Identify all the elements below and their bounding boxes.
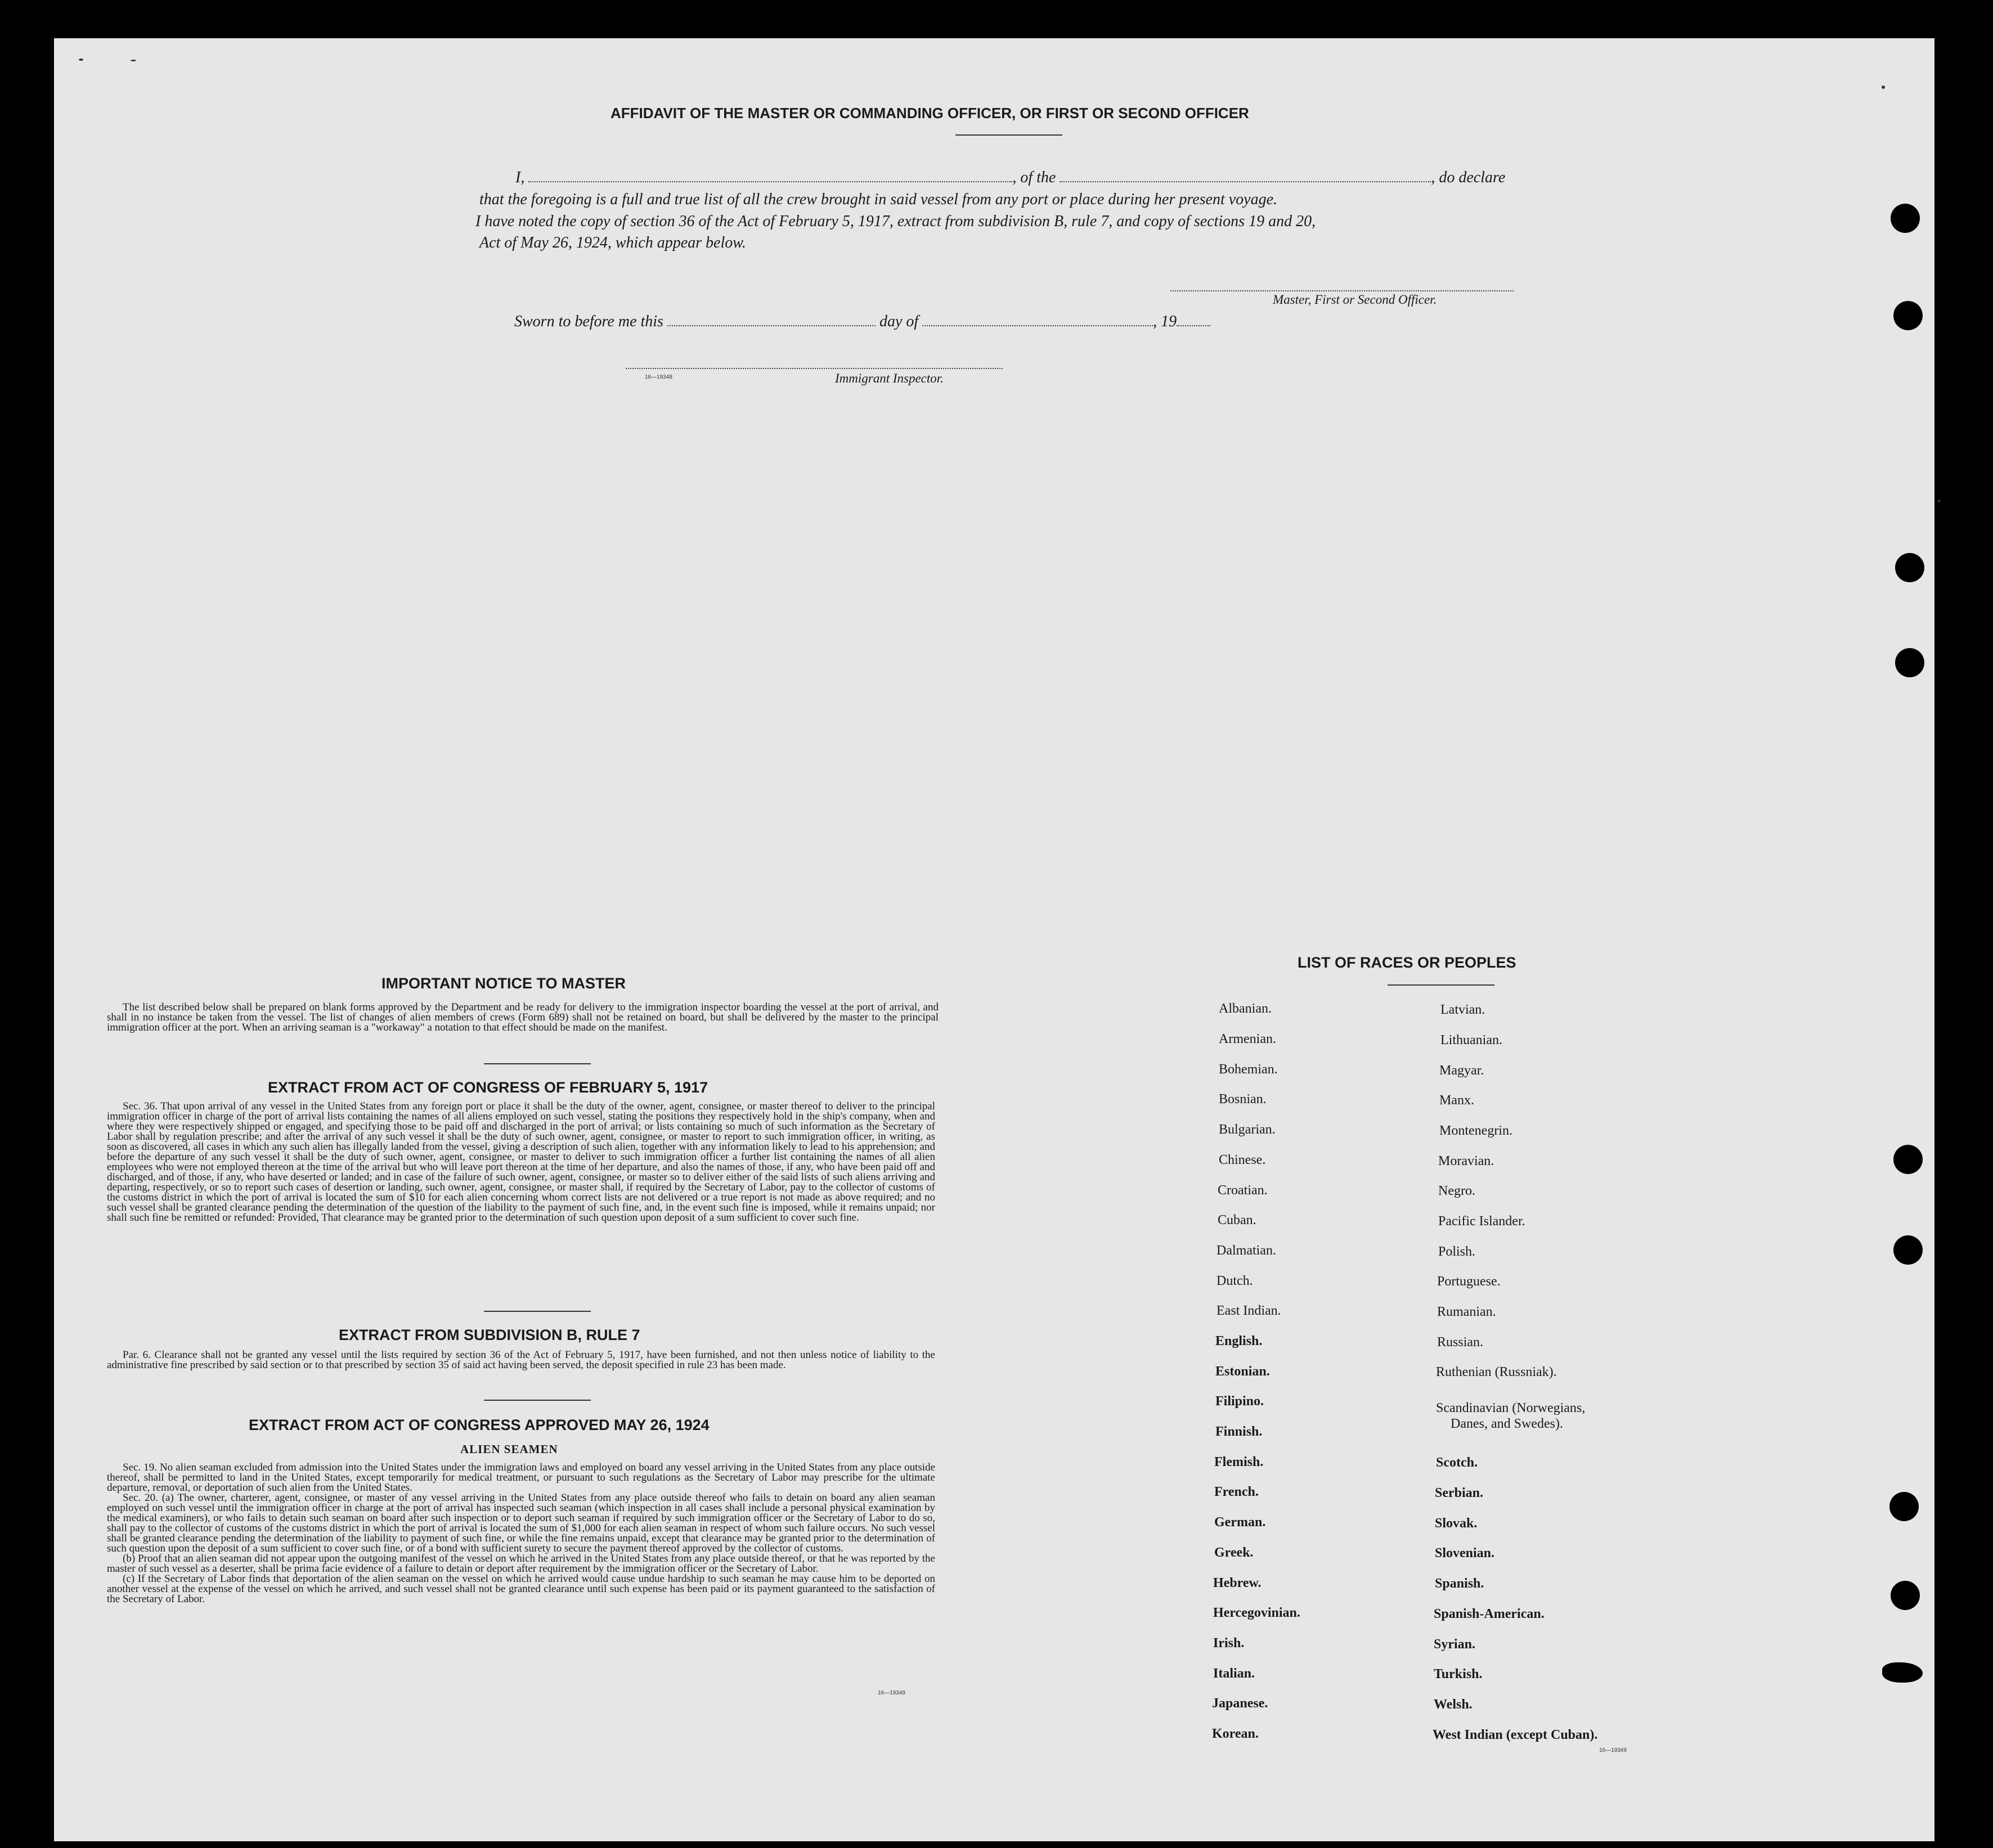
divider xyxy=(484,1063,591,1064)
race-entry: Danes, and Swedes). xyxy=(1451,1417,1563,1431)
race-entry: Bosnian. xyxy=(1219,1092,1267,1107)
declaration-declare: , do declare xyxy=(1431,169,1506,186)
notice-text xyxy=(107,1002,939,1033)
rule-7-text xyxy=(107,1350,935,1370)
extract-1924-title: EXTRACT FROM ACT OF CONGRESS APPROVED MAY 26, 1924 xyxy=(249,1417,710,1433)
extract-1924-text xyxy=(107,1463,935,1604)
master-label: Master, First or Second Officer. xyxy=(1273,293,1437,307)
race-entry: Japanese. xyxy=(1212,1696,1268,1711)
divider xyxy=(955,134,1062,136)
race-entry: Negro. xyxy=(1438,1184,1475,1198)
race-entry: Welsh. xyxy=(1434,1697,1473,1712)
punch-hole xyxy=(1893,1145,1923,1174)
race-entry: Italian. xyxy=(1213,1666,1255,1681)
race-entry: French. xyxy=(1214,1485,1259,1499)
race-entry: Korean. xyxy=(1212,1726,1259,1741)
race-entry: Syrian. xyxy=(1434,1637,1476,1652)
declaration-of-the: , of the xyxy=(1012,169,1056,186)
race-entry: Bohemian. xyxy=(1219,1062,1278,1077)
section-20b: (b) Proof that an alien seaman did not appear upon the outgoing manifest of the vessel on which he arrived in the United States from any place outside thereof, or that he was reported by the master of such vessel as a deserter, shall be prima facie evidence of a failure to detain or deport after requirement by the immigration officer or the Secretary of Labor. xyxy=(107,1553,935,1575)
race-entry: Scandinavian (Norwegians, xyxy=(1436,1401,1586,1415)
sworn-line xyxy=(514,313,1210,331)
section-20a: Sec. 20. (a) The owner, charterer, agent, consignee, or master of any vessel arriving in the United States from any place outside thereof who fails to detain on board any alien seaman employed on such vessel until the immigration officer in charge at the port of arrival has inspected such seaman (which inspection in all cases shall include a personal physical examination by the medical examiners), or who fails to detain such seaman on board after such inspection or to deport such seaman if required by such immigration officer or the Secretary of Labor to do so, shall pay to the collector of customs of the customs district in which the port of arrival is located the sum of $1,000 for each alien seaman in respect of whom such failure occurs. No such vessel shall be granted clearance pending the determination of the liability to payment of such fine, or while the fine remains unpaid, except that clearance may be granted prior to the determination of such question upon the deposit of a sum sufficient to cover such fine, or of a bond with sufficient surety to secure the payment thereof approved by the collector of customs. xyxy=(107,1492,935,1554)
vessel-blank[interactable] xyxy=(1060,181,1431,182)
alien-seamen-subtitle: ALIEN SEAMEN xyxy=(460,1442,558,1456)
race-entry: Dutch. xyxy=(1217,1274,1253,1288)
speck xyxy=(1882,86,1885,89)
day-blank[interactable] xyxy=(667,325,876,326)
year-blank[interactable] xyxy=(1177,325,1210,326)
race-entry: Hebrew. xyxy=(1213,1576,1262,1590)
section-20c: (c) If the Secretary of Labor finds that deportation of the alien seaman on the vessel on which he arrived would cause undue hardship to such seaman he may cause him to be deported on another vessel at the expense of the vessel on which he arrived, and such vessel shall not be granted clearance until such expense has been paid or its payment guaranteed to the satisfaction of the Secretary of Labor. xyxy=(107,1573,935,1605)
race-entry: Latvian. xyxy=(1440,1002,1485,1017)
race-entry: Albanian. xyxy=(1219,1001,1272,1016)
race-entry: Hercegovinian. xyxy=(1213,1606,1300,1620)
section-36: Sec. 36. That upon arrival of any vessel in the United States from any foreign port or place it shall be the duty of the owner, agent, consignee, or master thereof to deliver to the principal immigration officer in charge of the port of arrival lists containing the names of all aliens employed on such vessel, stating the positions they respectively hold in the ship's company, when and where they were respectively shipped or engaged, and specifying those to be paid off and discharged in the port of arrival; or lists containing so much of such information as the Secretary of Labor shall by regulation prescribe; and after the arrival of any such vessel it shall be the duty of such owner, agent, consignee, or master to report to such immigration officer, in writing, as soon as discovered, all cases in which any such alien has illegally landed from the vessel, giving a description of such alien, together with any information likely to lead to his apprehension; and before the departure of any such vessel it shall be the duty of such owner, agent, consignee, or master to deliver to such immigration officer a further list containing the names of all alien employees who were not employed thereon at the time of the arrival but who will leave port thereon at the time of her departure, and also the names of those, if any, who have been paid off and discharged, and of those, if any, who have deserted or landed; and in case of the failure of such owner, agent, consignee, or master so to deliver either of the said lists of such aliens arriving and departing, respectively, or so to report such cases of desertion or landing, such owner, agent, consignee, or master shall, if required by the Secretary of Labor, pay to the collector of customs of the customs district in which the port of arrival is located the sum of $10 for each alien concerning whom correct lists are not delivered or a true report is not made as above required; and no such vessel shall be granted clearance pending the determination of the question of the liability to the payment of such fine, and, in the event such fine is imposed, while it remains unpaid; nor shall such fine be remitted or refunded: Provided, That clearance may be granted prior to the determination of such question upon deposit of a sum sufficient to cover such fine. xyxy=(107,1100,935,1224)
race-entry: Cuban. xyxy=(1218,1213,1256,1227)
month-blank[interactable] xyxy=(922,325,1153,326)
sworn-text: Sworn to before me this xyxy=(514,313,663,330)
section-19: Sec. 19. No alien seaman excluded from admission into the United States under the immigration laws and employed on board any vessel arriving in the United States from any place outside thereof, shall be permitted to land in the United States, except temporarily for medical treatment, or pursuant to such regulations as the Secretary of Labor may prescribe for the ultimate departure, removal, or deportation of such alien from the United States. xyxy=(107,1462,935,1494)
notice-paragraph: The list described below shall be prepared on blank forms approved by the Department and be ready for delivery to the immigration inspector boarding the vessel at the port of arrival, and shall in no instance be taken from the vessel. The list of changes of alien members of crews (Form 689) shall not be retained on board, but shall be delivered by the master to the principal immigration officer at the port. When an arriving seaman is a "workaway" a notation to that effect should be made on the manifest. xyxy=(107,1001,939,1033)
race-entry: English. xyxy=(1215,1334,1263,1348)
race-entry: West Indian (except Cuban). xyxy=(1433,1728,1598,1742)
rule-7-paragraph: Par. 6. Clearance shall not be granted any vessel until the lists required by section 36 of the Act of February 5, 1917, have been furnished, and not then unless notice of liability to the administrative fine prescribed by said section or to that prescribed by section 35 of said act having been served, the deposit specified in rule 23 has been made. xyxy=(107,1349,935,1371)
race-entry: Chinese. xyxy=(1219,1153,1266,1167)
race-entry: Slovenian. xyxy=(1435,1546,1495,1561)
declaration-i: I, xyxy=(515,169,525,186)
race-entry: Spanish. xyxy=(1435,1576,1484,1591)
torn-hole xyxy=(1882,1662,1923,1683)
form-number: 16—19349 xyxy=(878,1690,905,1696)
race-entry: Bulgarian. xyxy=(1219,1122,1276,1137)
divider xyxy=(484,1311,591,1312)
day-of-text: day of xyxy=(879,313,919,330)
affidavit-title: AFFIDAVIT OF THE MASTER OR COMMANDING OFFICER, OR FIRST OR SECOND OFFICER xyxy=(611,105,1249,122)
races-title: LIST OF RACES OR PEOPLES xyxy=(1298,954,1516,971)
race-entry: Rumanian. xyxy=(1437,1305,1496,1319)
speck xyxy=(79,59,83,61)
race-entry: Portuguese. xyxy=(1437,1274,1501,1289)
race-entry: Greek. xyxy=(1214,1545,1254,1560)
race-entry: Irish. xyxy=(1213,1636,1245,1651)
divider xyxy=(484,1400,591,1401)
form-number: 16—19349 xyxy=(1599,1747,1627,1753)
race-entry: Estonian. xyxy=(1215,1364,1270,1379)
form-number: 16—19348 xyxy=(645,374,672,380)
master-signature-blank[interactable] xyxy=(1170,281,1514,291)
race-entry: Slovak. xyxy=(1435,1516,1478,1531)
race-entry: Pacific Islander. xyxy=(1438,1214,1525,1229)
race-entry: Manx. xyxy=(1439,1093,1474,1108)
race-entry: Turkish. xyxy=(1434,1667,1483,1681)
race-entry: Serbian. xyxy=(1435,1486,1484,1500)
race-entry: Lithuanian. xyxy=(1440,1033,1502,1047)
race-entry: Croatian. xyxy=(1218,1183,1268,1198)
declaration-line-1 xyxy=(515,169,1505,187)
declaration-line-4: Act of May 26, 1924, which appear below. xyxy=(479,234,746,251)
race-entry: German. xyxy=(1214,1515,1266,1530)
notice-title: IMPORTANT NOTICE TO MASTER xyxy=(381,975,626,992)
race-entry: Russian. xyxy=(1437,1335,1484,1350)
extract-1917-title: EXTRACT FROM ACT OF CONGRESS OF FEBRUARY 5, 1917 xyxy=(268,1079,708,1096)
declaration-line-2: that the foregoing is a full and true list of all the crew brought in said vessel from any port or place during her present voyage. xyxy=(479,191,1278,208)
race-entry: East Indian. xyxy=(1217,1303,1281,1318)
speck xyxy=(1938,500,1941,502)
declaration-line-3: I have noted the copy of section 36 of the Act of February 5, 1917, extract from subdivision B, rule 7, and copy of sections 19 and 20, xyxy=(475,213,1316,230)
race-entry: Scotch. xyxy=(1436,1455,1478,1470)
speck xyxy=(131,60,136,61)
year-prefix: , 19 xyxy=(1153,313,1177,330)
name-blank[interactable] xyxy=(528,181,1012,182)
punch-hole xyxy=(1891,1581,1920,1610)
race-entry: Polish. xyxy=(1438,1244,1476,1259)
race-entry: Dalmatian. xyxy=(1217,1243,1276,1258)
punch-hole xyxy=(1895,648,1924,677)
inspector-label: Immigrant Inspector. xyxy=(835,371,944,385)
divider xyxy=(1388,984,1494,986)
punch-hole xyxy=(1889,1492,1919,1521)
race-entry: Magyar. xyxy=(1439,1063,1484,1078)
race-entry: Finnish. xyxy=(1215,1424,1263,1439)
race-entry: Moravian. xyxy=(1438,1154,1494,1168)
punch-hole xyxy=(1891,204,1920,233)
race-entry: Ruthenian (Russniak). xyxy=(1436,1365,1557,1379)
inspector-signature-blank[interactable] xyxy=(626,360,1003,369)
punch-hole xyxy=(1893,1235,1923,1265)
race-entry: Spanish-American. xyxy=(1434,1607,1545,1621)
extract-1917-text xyxy=(107,1101,935,1223)
race-entry: Armenian. xyxy=(1219,1032,1276,1046)
punch-hole xyxy=(1895,553,1924,582)
race-entry: Flemish. xyxy=(1214,1455,1264,1469)
rule-7-title: EXTRACT FROM SUBDIVISION B, RULE 7 xyxy=(339,1327,640,1343)
punch-hole xyxy=(1893,301,1923,330)
race-entry: Filipino. xyxy=(1215,1394,1264,1409)
race-entry: Montenegrin. xyxy=(1439,1123,1512,1138)
